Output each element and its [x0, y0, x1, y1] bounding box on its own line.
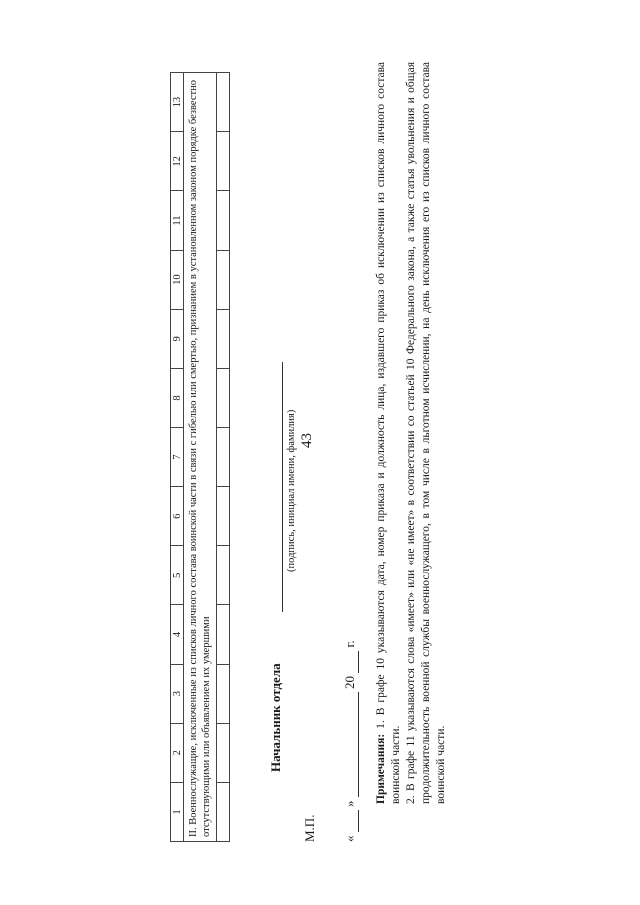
table-cell[interactable]: [217, 782, 230, 841]
notes-heading: Примечания:: [375, 733, 387, 804]
table-cell[interactable]: [217, 605, 230, 664]
table-cell[interactable]: [217, 250, 230, 309]
section-title: II. Военнослужащие, исключенные из списков личного состава воинской части в связи с гибелью или смертью, признанием в установленном законом порядке безвестно отсутствующими или объявлением их умершими: [184, 73, 217, 842]
table-cell[interactable]: [217, 309, 230, 368]
form-table: [170, 72, 230, 842]
column-number: 3: [171, 664, 184, 723]
table-cell[interactable]: [217, 73, 230, 132]
table-cell[interactable]: [217, 368, 230, 427]
table-cell[interactable]: [217, 664, 230, 723]
table-cell[interactable]: [217, 132, 230, 191]
month-blank[interactable]: [342, 692, 359, 797]
column-number: 13: [171, 73, 184, 132]
date-line: [342, 640, 359, 842]
column-number: 1: [171, 782, 184, 841]
table-cell[interactable]: [217, 428, 230, 487]
column-number: 7: [171, 428, 184, 487]
date-open-quote: «: [342, 835, 357, 842]
table-cell[interactable]: [217, 546, 230, 605]
table-cell[interactable]: [217, 487, 230, 546]
column-number: 10: [171, 250, 184, 309]
notes-block: [374, 62, 449, 842]
table-header-row: [171, 73, 184, 842]
note-1: [374, 62, 404, 842]
column-number: 6: [171, 487, 184, 546]
table-row: [217, 73, 230, 842]
column-number: 9: [171, 309, 184, 368]
signature-line[interactable]: [282, 362, 283, 612]
column-number: 12: [171, 132, 184, 191]
column-number: 4: [171, 605, 184, 664]
note-2: 2. В графе 11 указываются слова «имеет» или «не имеет» в соответствии со статьей 10 Федерального закона, а также статья увольнения и общая продолжительность военной службы военнослужащего, в том числе в льготном исчислении, на день исключения его из списков личного состава воинской части.: [405, 62, 447, 804]
day-blank[interactable]: [342, 810, 359, 832]
signature-title: Начальник отдела: [268, 663, 283, 772]
column-number: 5: [171, 546, 184, 605]
column-number: 8: [171, 368, 184, 427]
page-number: 43: [299, 433, 315, 448]
year-prefix: 20: [342, 676, 357, 689]
table-section-row: [184, 73, 217, 842]
column-number: 11: [171, 191, 184, 250]
table-cell[interactable]: [217, 723, 230, 782]
signature-block: [268, 72, 328, 772]
year-suffix: г.: [342, 640, 357, 648]
date-close-quote: »: [342, 800, 357, 807]
rotated-page: [170, 62, 470, 842]
table-cell[interactable]: [217, 191, 230, 250]
stamp-placeholder: М.П.: [302, 814, 317, 842]
note-1-text: 1. В графе 10 указываются дата, номер приказа и должность лица, издавшего приказ об исключении из списков личного состава воинской части.: [375, 62, 402, 804]
year-blank[interactable]: [342, 651, 359, 673]
signature-caption: (подпись, инициал имени, фамилия): [286, 409, 297, 572]
column-number: 2: [171, 723, 184, 782]
